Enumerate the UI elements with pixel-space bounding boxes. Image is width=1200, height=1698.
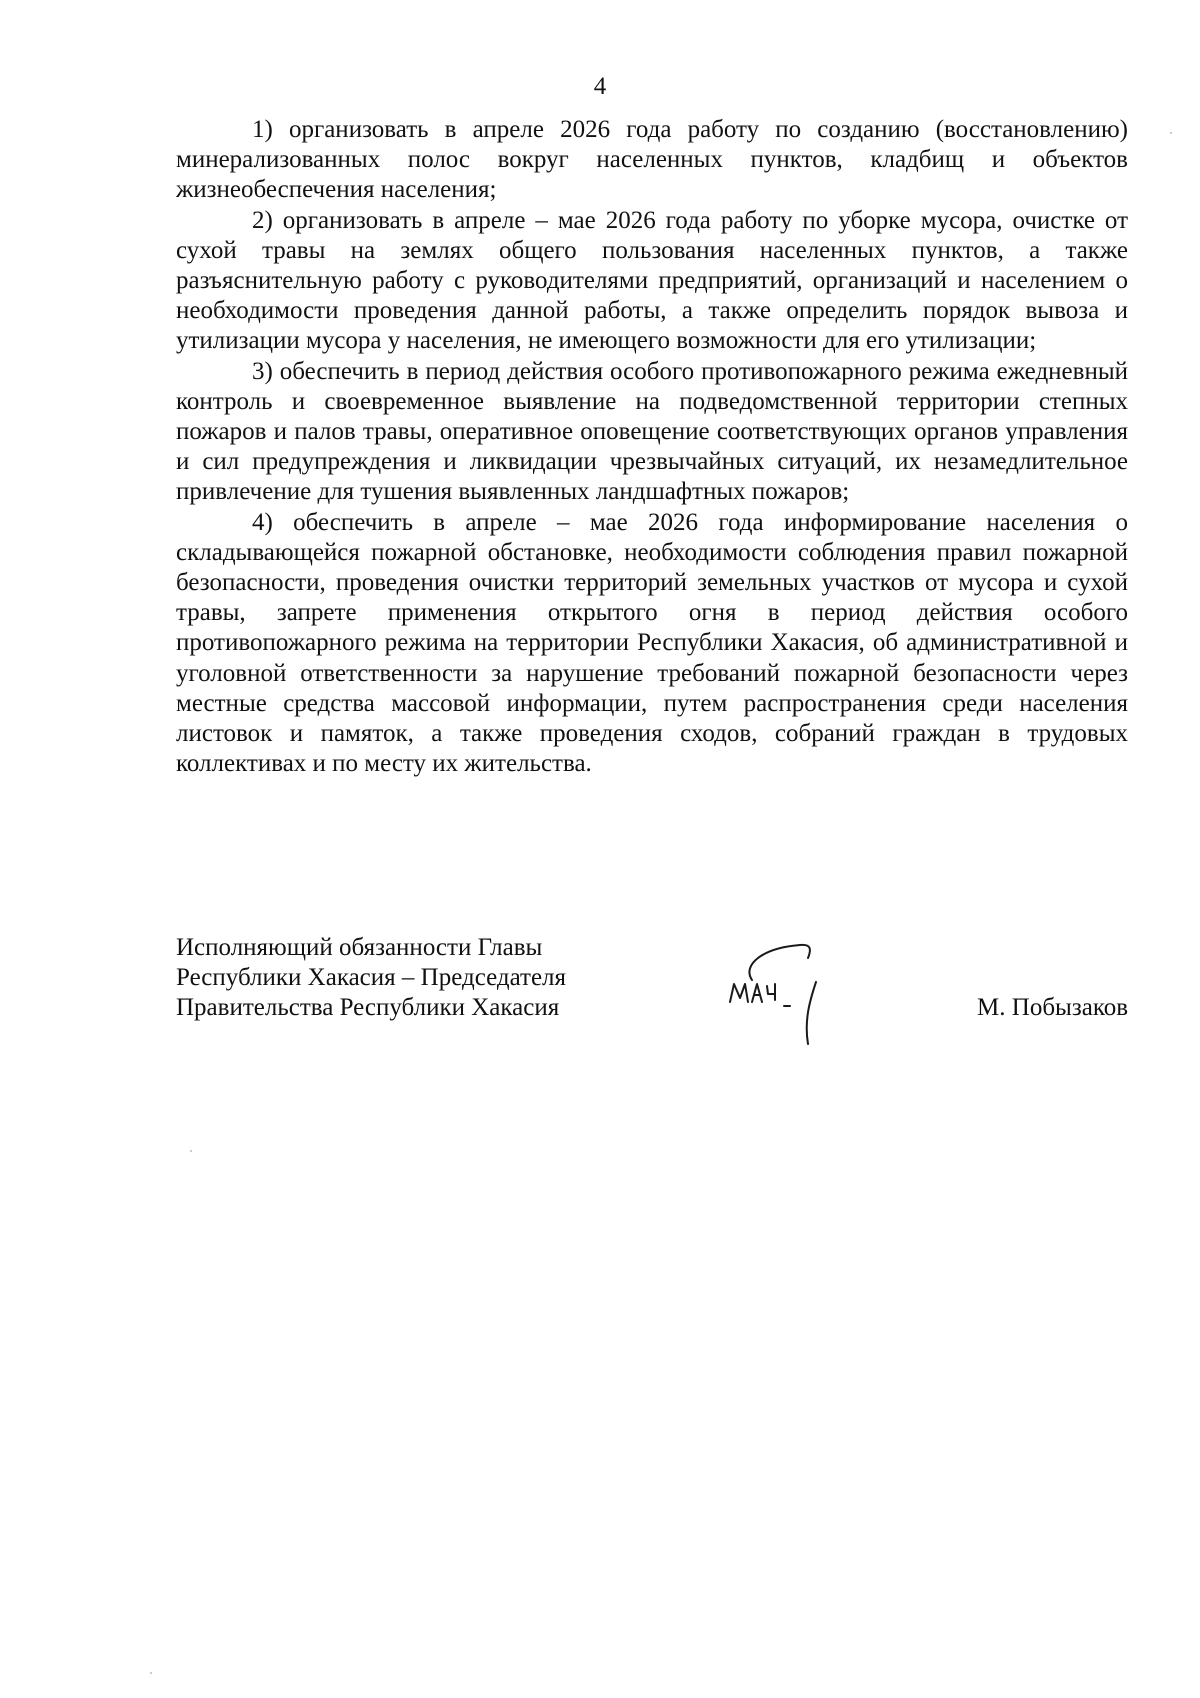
signatory-name: М. Побызаков: [977, 994, 1128, 1021]
signatory-title-line-2: Республики Хакасия – Председателя: [176, 964, 567, 991]
body-text: [176, 115, 1128, 779]
signatory-title-line-3: Правительства Республики Хакасия: [176, 994, 560, 1021]
paragraph-1: 1) организовать в апреле 2026 года работу по созданию (восстановлению) минерализованных полос вокруг населенных пунктов, кладбищ и объектов жизнеобеспечения населения;: [176, 116, 1128, 204]
paragraph-2: 2) организовать в апреле – мае 2026 года работу по уборке мусора, очистке от сухой травы на землях общего пользования населенных пунктов, а также разъяснительную работу с руководителями предприятий, организаций и населением о необходимости проведения данной работы, а также определить порядок вывоза и утилизации мусора у населения, не имеющего возможности для его утилизации;: [176, 206, 1128, 355]
handwritten-signature-icon: [712, 920, 862, 1060]
paragraph-3: 3) обеспечить в период действия особого противопожарного режима ежедневный контроль и своевременное выявление на подведомственной территории степных пожаров и палов травы, оперативное оповещение соответствующих органов управления и сил предупреждения и ликвидации чрезвычайных ситуаций, их незамедлительное привлечение для тушения выявленных ландшафтных пожаров;: [176, 357, 1128, 506]
scan-speck: [1170, 132, 1172, 134]
scan-speck: [190, 1150, 192, 1152]
signatory-title-line-1: Исполняющий обязанности Главы: [176, 934, 543, 961]
signatory-title: [176, 933, 566, 1023]
page-number: 4: [593, 73, 607, 100]
paragraph-4: 4) обеспечить в апреле – мае 2026 года информирование населения о складывающейся пожарной обстановке, необходимости соблюдения правил пожарной безопасности, проведения очистки территорий земельных участков от мусора и сухой травы, запрете применения открытого огня в период действия особого противопожарного режима на территории Республики Хакасия, об административной и уголовной ответственности за нарушение требований пожарной безопасности через местные средства массовой информации, путем распространения среди населения листовок и памяток, а также проведения сходов, собраний граждан в трудовых коллективах и по месту их жительства.: [176, 508, 1128, 778]
scan-speck: [150, 1672, 152, 1674]
